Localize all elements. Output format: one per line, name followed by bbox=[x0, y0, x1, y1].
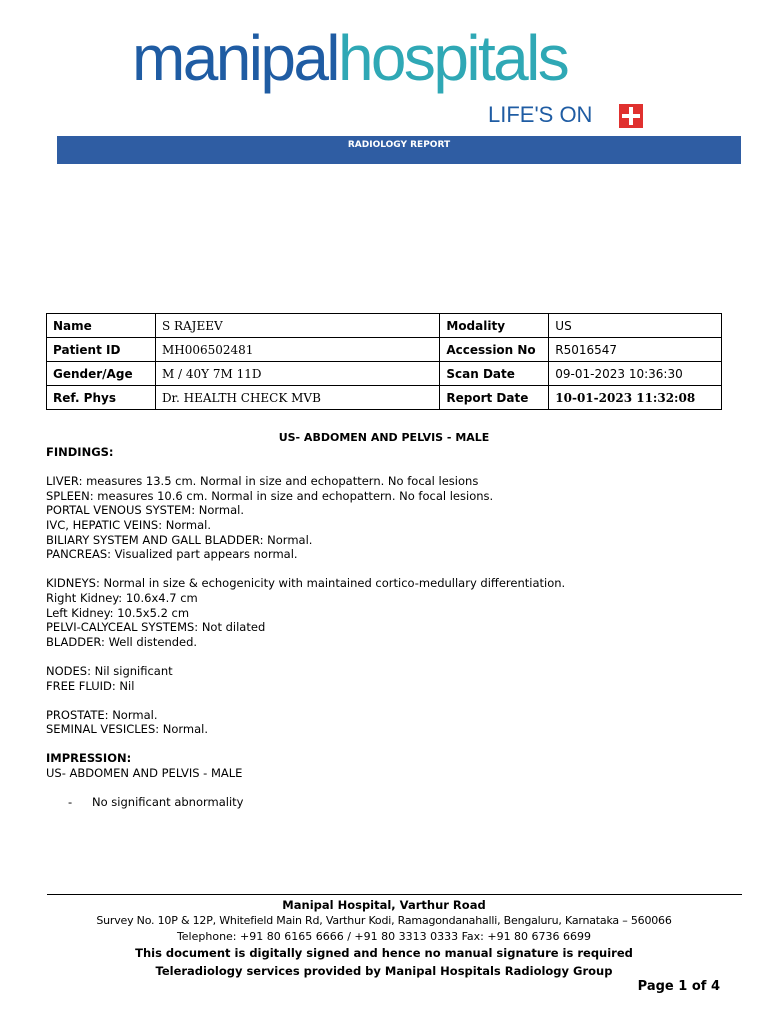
impression-text: No significant abnormality bbox=[92, 795, 244, 809]
finding-pancreas: PANCREAS: Visualized part appears normal. bbox=[46, 547, 298, 562]
ref-phys-label: Ref. Phys bbox=[47, 386, 156, 410]
finding-right-kidney: Right Kidney: 10.6x4.7 cm bbox=[46, 590, 198, 605]
finding-ivc: IVC, HEPATIC VEINS: Normal. bbox=[46, 517, 212, 532]
table-row bbox=[47, 386, 722, 410]
report-body bbox=[46, 445, 736, 781]
logo-text-hospitals: hospitals bbox=[337, 22, 568, 94]
finding-bladder: BLADDER: Well distended. bbox=[46, 634, 198, 649]
tagline: LIFE'S ON bbox=[488, 102, 593, 127]
finding-seminal: SEMINAL VESICLES: Normal. bbox=[46, 722, 209, 737]
finding-fluid: FREE FLUID: Nil bbox=[46, 678, 135, 693]
name-label: Name bbox=[47, 314, 156, 338]
gender-age-label: Gender/Age bbox=[47, 362, 156, 386]
table-row bbox=[47, 338, 722, 362]
table-row bbox=[47, 314, 722, 338]
finding-portal: PORTAL VENOUS SYSTEM: Normal. bbox=[46, 503, 244, 518]
impression-point bbox=[68, 795, 243, 809]
finding-pelvi: PELVI-CALYCEAL SYSTEMS: Not dilated bbox=[46, 620, 266, 635]
finding-liver: LIVER: measures 13.5 cm. Normal in size and echopattern. No focal lesions bbox=[46, 474, 479, 489]
scan-date-value: 09-01-2023 10:36:30 bbox=[549, 362, 722, 386]
accession-value: R5016547 bbox=[549, 338, 722, 362]
footer-divider bbox=[47, 894, 742, 895]
page-number: Page 1 of 4 bbox=[637, 979, 720, 994]
report-date-value: 10-01-2023 11:32:08 bbox=[549, 386, 722, 410]
finding-nodes: NODES: Nil significant bbox=[46, 663, 173, 678]
footer-hospital: Manipal Hospital, Varthur Road bbox=[282, 898, 486, 912]
modality-value: US bbox=[549, 314, 722, 338]
patient-name: S RAJEEV bbox=[155, 314, 439, 338]
finding-biliary: BILIARY SYSTEM AND GALL BLADDER: Normal. bbox=[46, 532, 313, 547]
finding-prostate: PROSTATE: Normal. bbox=[46, 707, 158, 722]
hospital-logo bbox=[132, 18, 567, 98]
patient-info-table bbox=[46, 313, 722, 410]
impression-heading: IMPRESSION: bbox=[46, 751, 132, 766]
ref-phys-value: Dr. HEALTH CHECK MVB bbox=[155, 386, 439, 410]
footer-signed-note: This document is digitally signed and hence no manual signature is required bbox=[135, 946, 633, 960]
footer-phone: Telephone: +91 80 6165 6666 / +91 80 3313 0333 Fax: +91 80 6736 6699 bbox=[176, 930, 592, 943]
exam-title: US- ABDOMEN AND PELVIS - MALE bbox=[278, 431, 490, 444]
report-banner: RADIOLOGY REPORT bbox=[57, 136, 741, 164]
footer-address: Survey No. 10P & 12P, Whitefield Main Rd, Varthur Kodi, Ramagondanahalli, Bengaluru, Karnataka – 560066 bbox=[96, 914, 672, 927]
finding-kidneys: KIDNEYS: Normal in size & echogenicity with maintained cortico-medullary differentiation. bbox=[46, 576, 566, 591]
table-row bbox=[47, 362, 722, 386]
finding-spleen: SPLEEN: measures 10.6 cm. Normal in size and echopattern. No focal lesions. bbox=[46, 488, 494, 503]
scan-date-label: Scan Date bbox=[440, 362, 549, 386]
gender-age-value: M / 40Y 7M 11D bbox=[155, 362, 439, 386]
report-date-label: Report Date bbox=[440, 386, 549, 410]
accession-label: Accession No bbox=[440, 338, 549, 362]
bullet-dash: - bbox=[68, 795, 73, 809]
logo-text-manipal: manipal bbox=[132, 22, 338, 94]
patient-id-label: Patient ID bbox=[47, 338, 156, 362]
patient-id: MH006502481 bbox=[155, 338, 439, 362]
medical-cross-icon bbox=[619, 104, 643, 128]
footer-teleradiology: Teleradiology services provided by Manipal Hospitals Radiology Group bbox=[155, 964, 613, 978]
findings-heading: FINDINGS: bbox=[46, 445, 114, 459]
finding-left-kidney: Left Kidney: 10.5x5.2 cm bbox=[46, 605, 190, 620]
modality-label: Modality bbox=[440, 314, 549, 338]
impression-title: US- ABDOMEN AND PELVIS - MALE bbox=[46, 766, 243, 781]
